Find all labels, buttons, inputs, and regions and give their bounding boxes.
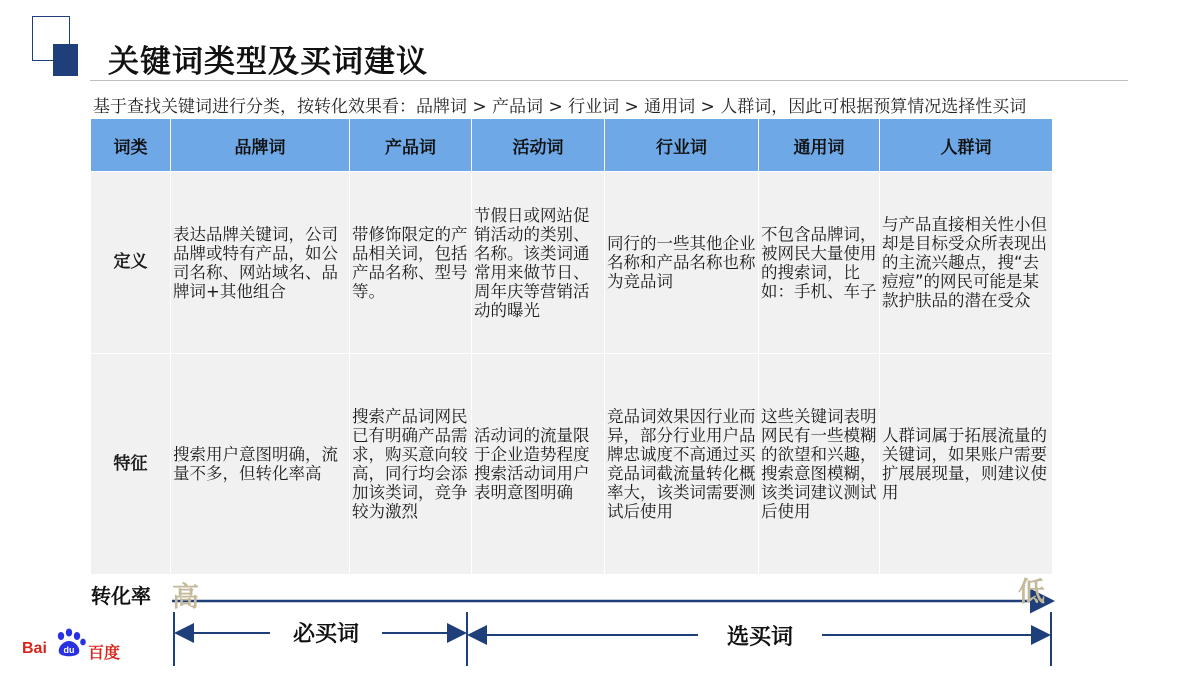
logo-text-left: Bai bbox=[22, 640, 47, 657]
table-cell: 节假日或网站促销活动的类别、名称。该类词通常用来做节日、周年庆等营销活动的曝光 bbox=[472, 172, 605, 354]
header-industry-word: 行业词 bbox=[605, 119, 759, 172]
table-cell: 与产品直接相关性小但却是目标受众所表现出的主流兴趣点，搜“去痘痘”的网民可能是某款护肤品的潜在受众 bbox=[880, 172, 1053, 354]
must-buy-label: 必买词 bbox=[270, 617, 382, 648]
table-row-definition bbox=[91, 172, 1053, 354]
header-general-word: 通用词 bbox=[759, 119, 880, 172]
keyword-type-table bbox=[90, 118, 1053, 575]
baidu-logo bbox=[22, 628, 132, 662]
row-label-feature: 特征 bbox=[91, 354, 171, 575]
table-cell: 表达品牌关键词，公司品牌或特有产品，如公司名称、网站域名、品牌词+其他组合 bbox=[171, 172, 350, 354]
table-row-feature bbox=[91, 354, 1053, 575]
conversion-high-label: 高 bbox=[172, 582, 199, 613]
optional-buy-label: 选买词 bbox=[698, 620, 822, 651]
table-cell: 人群词属于拓展流量的关键词，如果账户需要扩展展现量，则建议使用 bbox=[880, 354, 1053, 575]
row-label-definition: 定义 bbox=[91, 172, 171, 354]
page-title: 关键词类型及买词建议 bbox=[108, 44, 428, 80]
header-brand-word: 品牌词 bbox=[171, 119, 350, 172]
baidu-paw-icon bbox=[52, 628, 88, 658]
table-cell: 搜索产品词网民已有明确产品需求，购买意向较高，同行均会添加该类词，竞争较为激烈 bbox=[350, 354, 472, 575]
table-cell: 带修饰限定的产品相关词，包括产品名称、型号等。 bbox=[350, 172, 472, 354]
table-cell: 搜索用户意图明确，流量不多，但转化率高 bbox=[171, 354, 350, 575]
table-cell: 这些关键词表明网民有一些模糊的欲望和兴趣，搜索意图模糊，该类词建议测试后使用 bbox=[759, 354, 880, 575]
table-cell: 活动词的流量限于企业造势程度搜索活动词用户表明意图明确 bbox=[472, 354, 605, 575]
logo-text-right: 百度 bbox=[88, 643, 121, 662]
table-cell: 不包含品牌词，被网民大量使用的搜索词，比如：手机、车子 bbox=[759, 172, 880, 354]
conversion-low-label: 低 bbox=[1018, 577, 1045, 608]
table-cell: 同行的一些其他企业名称和产品名称也称为竞品词 bbox=[605, 172, 759, 354]
title-divider bbox=[90, 80, 1128, 81]
header-product-word: 产品词 bbox=[350, 119, 472, 172]
title-decoration-block bbox=[53, 44, 78, 76]
table-header-row bbox=[91, 119, 1053, 172]
conversion-rate-label: 转化率 bbox=[91, 584, 151, 608]
header-activity-word: 活动词 bbox=[472, 119, 605, 172]
header-category: 词类 bbox=[91, 119, 171, 172]
svg-text:du: du bbox=[63, 645, 75, 655]
page-subtitle: 基于查找关键词进行分类，按转化效果看：品牌词 > 产品词 > 行业词 > 通用词 > 人群词，因此可根据预算情况选择性买词 bbox=[93, 97, 1027, 117]
table-cell: 竞品词效果因行业而异，部分行业用户品牌忠诚度不高通过买竞品词截流量转化概率大，该类词需要测试后使用 bbox=[605, 354, 759, 575]
header-audience-word: 人群词 bbox=[880, 119, 1053, 172]
